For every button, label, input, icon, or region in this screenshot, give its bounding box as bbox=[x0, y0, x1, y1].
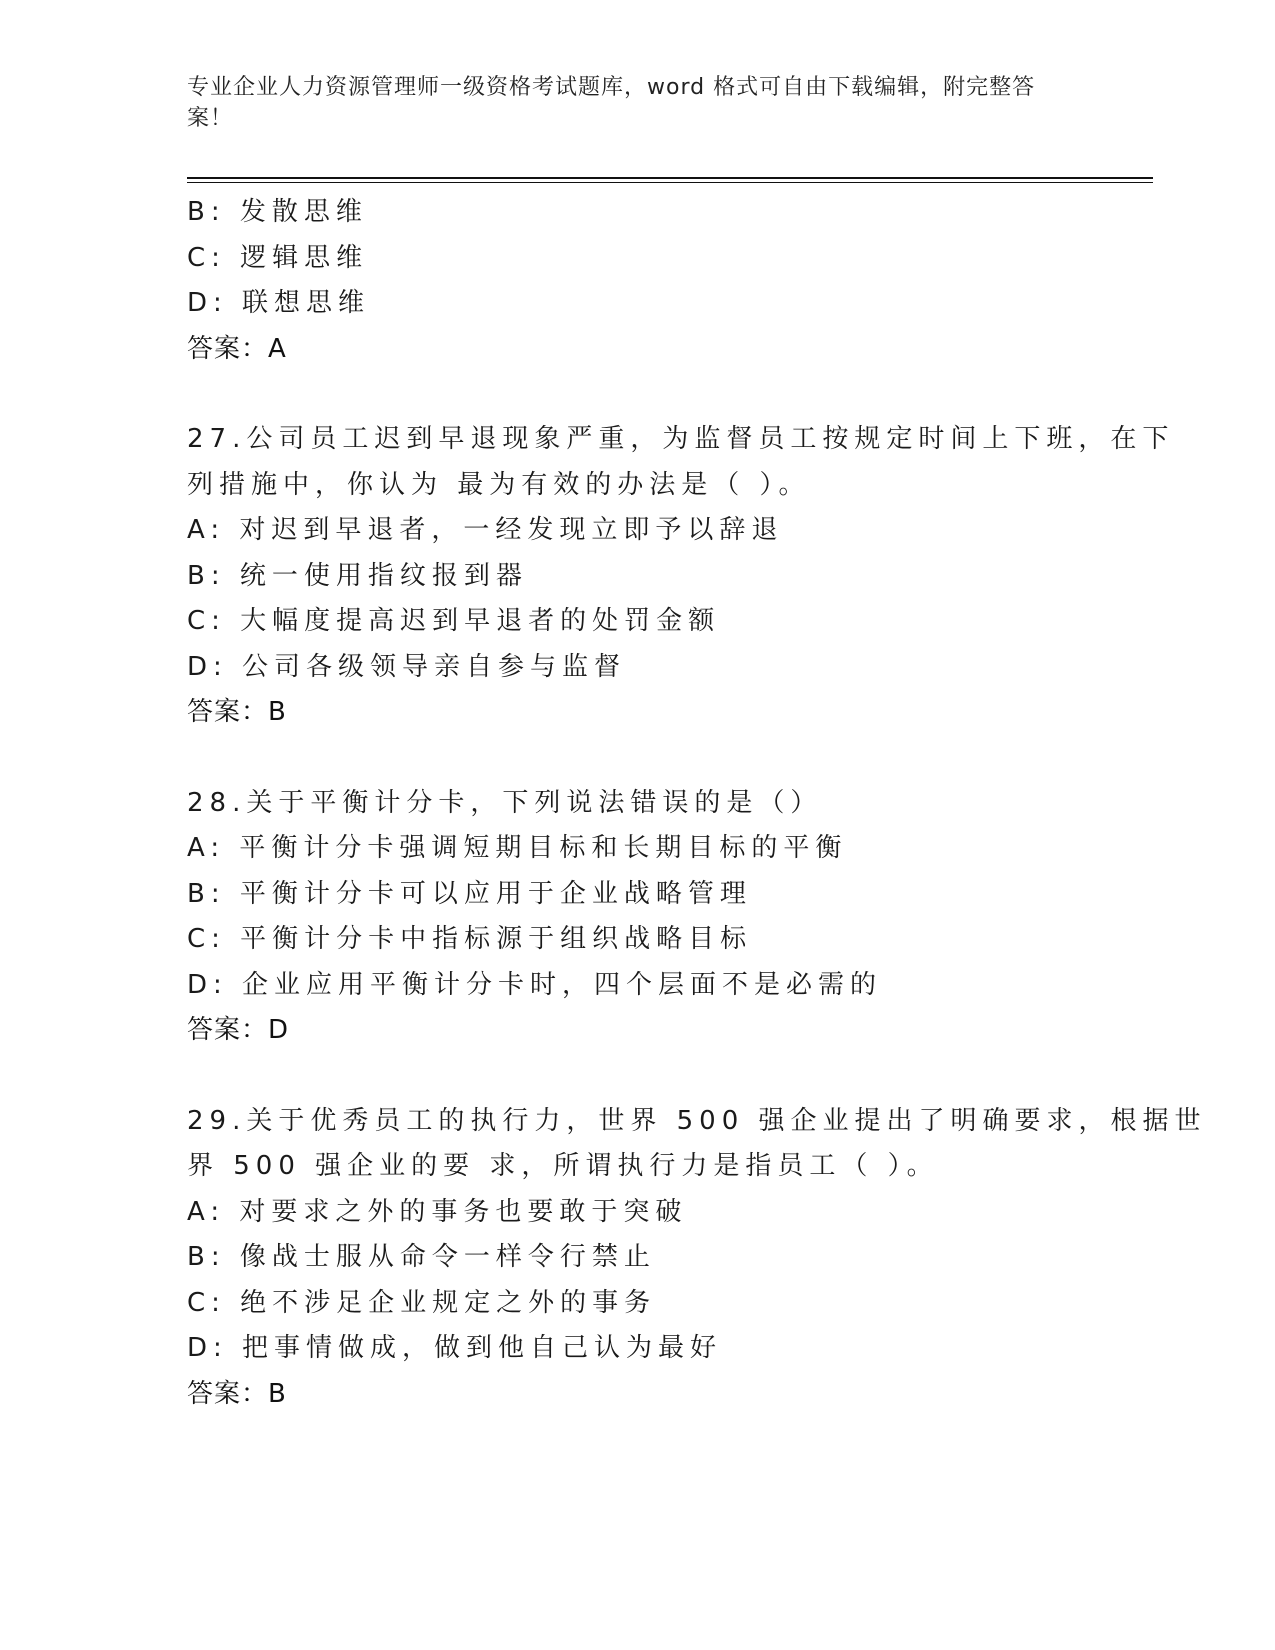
q29-stem-line-1: 29.关于优秀员工的执行力，世界 500 强企业提出了明确要求，根据世 bbox=[187, 1105, 1207, 1136]
q28-option-b: B: 平衡计分卡可以应用于企业战略管理 bbox=[187, 878, 752, 909]
q26-option-d: D: 联想思维 bbox=[187, 288, 371, 318]
q28-option-a: A: 平衡计分卡强调短期目标和长期目标的平衡 bbox=[187, 833, 848, 863]
q27-answer: 答案：B bbox=[187, 697, 287, 727]
q29-option-a: A: 对要求之外的事务也要敢于突破 bbox=[187, 1196, 688, 1227]
question-28 bbox=[187, 781, 1087, 1054]
q27-stem-line-2: 列措施中，你认为 最为有效的办法是（ ）。 bbox=[187, 469, 811, 500]
header-divider-thick bbox=[187, 177, 1153, 179]
header-divider-thin bbox=[187, 182, 1153, 183]
q27-option-c: C: 大幅度提高迟到早退者的处罚金额 bbox=[187, 606, 721, 636]
q27-option-d: D: 公司各级领导亲自参与监督 bbox=[187, 651, 627, 682]
q28-answer: 答案：D bbox=[187, 1015, 290, 1045]
q29-stem-line-2: 界 500 强企业的要 求，所谓执行力是指员工（ ）。 bbox=[187, 1151, 939, 1181]
spacer bbox=[187, 372, 1087, 417]
question-27 bbox=[187, 417, 1175, 736]
q26-option-b: B: 发散思维 bbox=[187, 197, 368, 227]
question-29 bbox=[187, 1099, 1207, 1418]
question-content bbox=[187, 190, 1207, 1417]
q27-stem-line-1: 27.公司员工迟到早退现象严重，为监督员工按规定时间上下班，在下 bbox=[187, 424, 1175, 454]
q26-option-c: C: 逻辑思维 bbox=[187, 242, 369, 273]
q29-answer: 答案：B bbox=[187, 1378, 287, 1409]
document-header: 专业企业人力资源管理师一级资格考试题库，word 格式可自由下载编辑，附完整答案！ bbox=[187, 75, 1036, 131]
q29-option-b: B: 像战士服从命令一样令行禁止 bbox=[187, 1242, 656, 1272]
q27-option-b: B: 统一使用指纹报到器 bbox=[187, 560, 528, 591]
q28-option-c: C: 平衡计分卡中指标源于组织战略目标 bbox=[187, 924, 753, 954]
spacer bbox=[187, 736, 1087, 781]
q29-option-c: C: 绝不涉足企业规定之外的事务 bbox=[187, 1287, 657, 1318]
q27-option-a: A: 对迟到早退者，一经发现立即予以辞退 bbox=[187, 515, 784, 545]
spacer bbox=[187, 1054, 1087, 1099]
q28-stem-line-1: 28.关于平衡计分卡，下列说法错误的是（） bbox=[187, 787, 823, 818]
q26-answer: 答案：A bbox=[187, 333, 287, 364]
question-26-tail bbox=[187, 190, 1087, 372]
q28-option-d: D: 企业应用平衡计分卡时，四个层面不是必需的 bbox=[187, 969, 883, 1000]
q29-option-d: D: 把事情做成，做到他自己认为最好 bbox=[187, 1333, 723, 1363]
